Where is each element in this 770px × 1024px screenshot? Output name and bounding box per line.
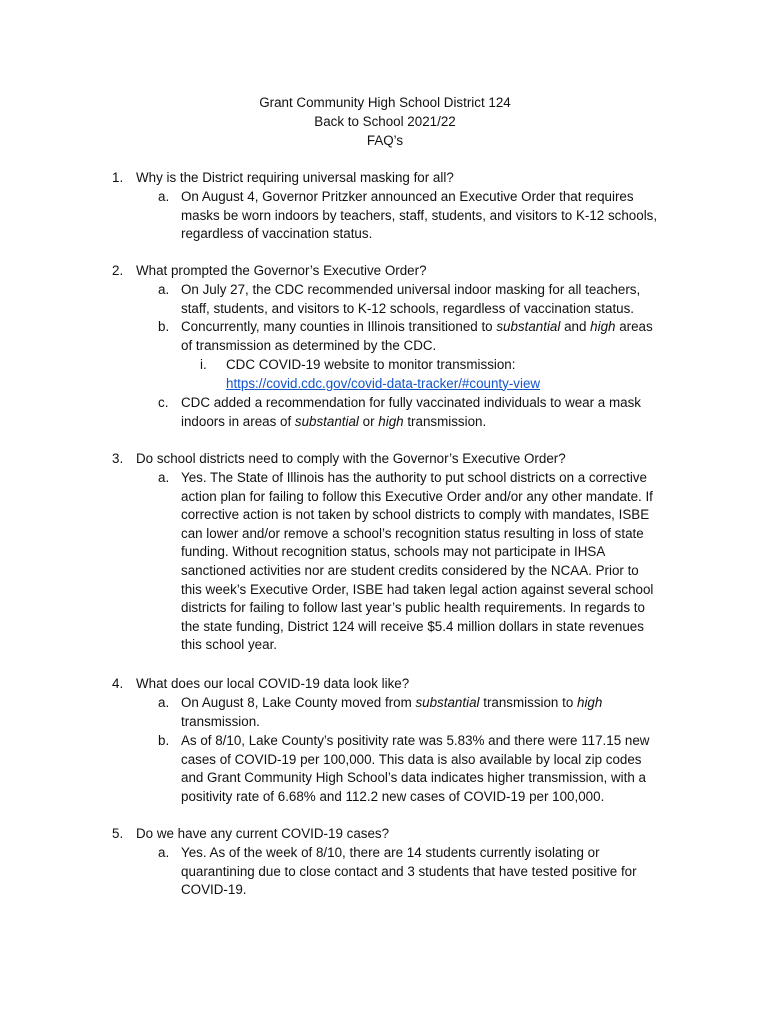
answer-line [181,694,681,713]
text-segment: transmission to [479,695,577,710]
answer-line: On August 4, Governor Pritzker announced an Executive Order that requires [181,189,634,204]
sub-answer-label: i. [200,357,207,372]
sub-answer-line: CDC COVID-19 website to monitor transmission: [226,357,516,372]
answer-text [181,732,681,806]
answer-line: transmission. [181,713,260,729]
answer-text [181,844,681,900]
emphasis-substantial: substantial [415,695,480,710]
answer-line: districts for failing to follow last year’s public health requirements. In regards to [181,600,645,616]
text-segment: On August 8, Lake County moved from [181,695,416,710]
emphasis-high: high [590,319,616,334]
emphasis-substantial: substantial [294,413,359,429]
answer-line: this school year. [181,637,278,653]
answer-label: a. [158,695,170,710]
answer-line: quarantining due to close contact and 3 students that have tested positive for [181,863,637,879]
answer-line: corrective action is not taken by school districts to comply with mandates, ISBE [181,507,650,523]
answer-text [181,469,681,655]
question-number: 4. [112,676,124,691]
answer-label: b. [158,733,170,748]
text-segment: Concurrently, many counties in Illinois transitioned to [181,319,497,334]
emphasis-high: high [577,695,603,710]
text-segment: or [358,413,379,429]
answer-line: this week’s Executive Order, ISBE had taken legal action against several school [181,581,654,597]
district-title: Grant Community High School District 124 [259,95,511,110]
answer-label: a. [158,282,170,297]
answer-label: b. [158,319,170,334]
text-segment: indoors in areas of [181,413,295,429]
question-text: What prompted the Governor’s Executive Order? [136,263,427,278]
subtitle: Back to School 2021/22 [314,114,456,129]
cdc-tracker-link[interactable]: https://covid.cdc.gov/covid-data-tracker/#county-view [226,375,541,391]
answer-text [181,281,681,318]
question-text: Why is the District requiring universal masking for all? [136,170,454,185]
question-number: 5. [112,826,124,841]
answer-text [181,318,681,355]
emphasis-high: high [378,413,404,429]
question-text: Do we have any current COVID-19 cases? [136,826,390,841]
answer-line: regardless of vaccination status. [181,226,373,242]
emphasis-substantial: substantial [496,319,561,334]
question-text: Do school districts need to comply with the Governor’s Executive Order? [136,451,566,466]
answer-label: a. [158,845,170,860]
answer-line: As of 8/10, Lake County’s positivity rate was 5.83% and there were 117.15 new [181,733,650,748]
answer-line: action plan for failing to follow this Executive Order and/or any other mandate. If [181,488,653,504]
question-text: What does our local COVID-19 data look like? [136,676,410,691]
answer-line: positivity rate of 6.68% and 112.2 new cases of COVID-19 per 100,000. [181,788,605,804]
answer-text [181,694,681,731]
answer-line: staff, students, and visitors to K-12 schools, regardless of vaccination status. [181,300,635,316]
answer-line: sanctioned activities nor are student credits considered by the NCAA. Prior to [181,562,639,578]
answer-line: CDC added a recommendation for fully vaccinated individuals to wear a mask [181,395,641,410]
answer-text [181,394,681,431]
answer-line: cases of COVID-19 per 100,000. This data is also available by local zip codes [181,751,642,767]
answer-line: can lower and/or remove a school’s recognition status resulting in loss of state [181,525,644,541]
text-segment: transmission. [403,413,487,429]
answer-line: On July 27, the CDC recommended universal indoor masking for all teachers, [181,282,641,297]
answer-label: a. [158,470,170,485]
answer-line: Yes. The State of Illinois has the authority to put school districts on a corrective [181,470,647,485]
answer-label: a. [158,189,170,204]
answer-text [181,188,681,244]
text-segment: and [560,319,591,334]
answer-line: the state funding, District 124 will receive $5.4 million dollars in state revenues [181,618,644,634]
document-header [0,93,770,150]
answer-line: of transmission as determined by the CDC. [181,337,437,353]
question-number: 3. [112,451,124,466]
sub-answer-text [226,356,666,393]
answer-line: and Grant Community High School’s data indicates higher transmission, with a [181,770,646,786]
answer-label: c. [158,395,169,410]
answer-line: COVID-19. [181,882,247,898]
text-segment: areas [615,319,653,334]
answer-line: masks be worn indoors by teachers, staff, students, and visitors to K-12 schools, [181,207,658,223]
answer-line: Yes. As of the week of 8/10, there are 14 students currently isolating or [181,845,600,860]
question-number: 1. [112,170,124,185]
answer-line [181,318,681,337]
answer-line [181,413,681,432]
faq-heading: FAQ’s [366,133,404,148]
answer-line: funding. Without recognition status, schools may not participate in IHSA [181,544,606,560]
question-number: 2. [112,263,124,278]
